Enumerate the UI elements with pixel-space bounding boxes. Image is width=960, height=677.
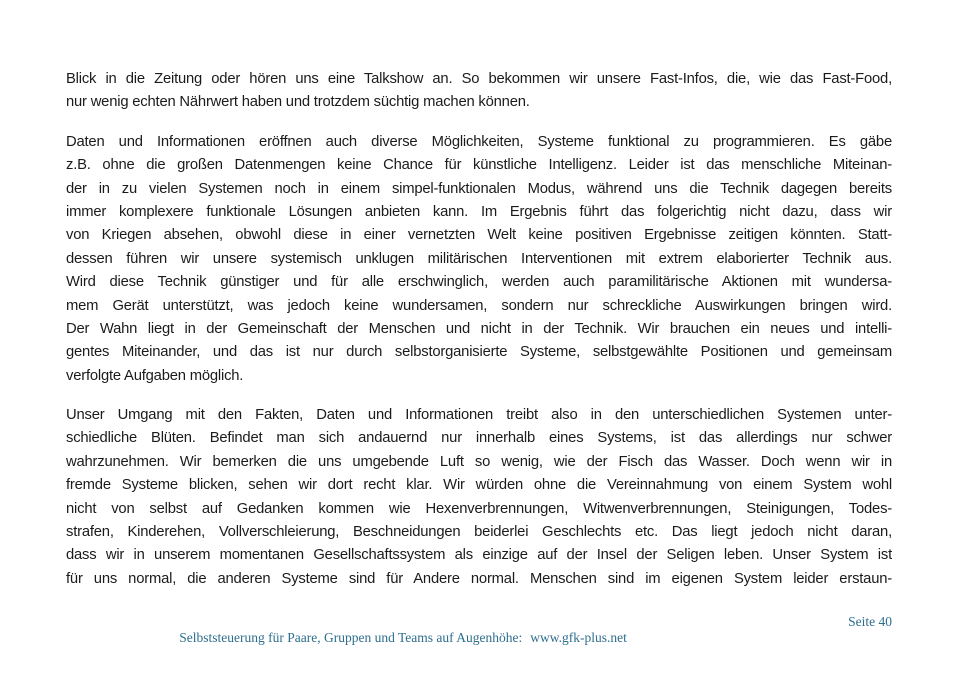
text-line: nicht von selbst auf Gedanken kommen wie Hexenverbrennungen, Witwenverbrennungen, Steinigungen, Todes- [66,500,892,517]
text-line: wahrzunehmen. Wir bemerken die uns umgebende Luft so wenig, wie der Fisch das Wasser. Doch wenn wir in [66,453,892,470]
text-line: Der Wahn liegt in der Gemeinschaft der Menschen und nicht in der Technik. Wir brauchen ein neues und intelli- [66,320,892,337]
text-line: immer komplexere funktionale Lösungen anbieten kann. Im Ergebnis führt das folgerichtig nicht dazu, dass wir [66,203,892,220]
text-line: strafen, Kinderehen, Vollverschleierung, Beschneidungen beiderlei Geschlechts etc. Das liegt jedoch nicht daran, [66,524,892,541]
text-line: nur wenig echten Nährwert haben und trotzdem süchtig machen können. [66,94,530,111]
text-line: verfolgte Aufgaben möglich. [66,367,244,384]
text-line: schiedliche Blüten. Befindet man sich andauernd nur innerhalb eines Systems, ist das allerdings nur schwer [66,430,892,447]
text-line: für uns normal, die anderen Systeme sind für Andere normal. Menschen sind im eigenen System leider erstaun- [66,570,892,587]
text-line: Daten und Informationen eröffnen auch diverse Möglichkeiten, Systeme funktional zu programmieren. Es gäbe [66,133,892,150]
text-line: Unser Umgang mit den Fakten, Daten und Informationen treibt also in den unterschiedlichen Systemen unter- [66,407,892,424]
text-line: mem Gerät unterstützt, was jedoch keine wundersamen, sondern nur schreckliche Auswirkungen bringen wird. [66,297,892,314]
body-paragraph [66,131,892,388]
text-line: dass wir in unserem momentanen Gesellschaftssystem als einzige auf der Insel der Seligen leben. Unser System ist [66,547,892,564]
page-body-text [66,68,892,607]
footer-title-text: Selbststeuerung für Paare, Gruppen und Teams auf Augenhöhe: [179,630,523,645]
text-line: der in zu vielen Systemen noch in einem simpel-funktionalen Modus, während uns die Technik dagegen bereits [66,180,892,197]
text-line: Blick in die Zeitung oder hören uns eine Talkshow an. So bekommen wir unsere Fast-Infos, die, wie das Fast-Food, [66,71,892,87]
text-line: von Kriegen absehen, obwohl diese in einer vernetzten Welt keine positiven Ergebnisse zeitigen könnten. Statt- [66,227,892,244]
footer-book-title [159,614,627,662]
body-paragraph [66,68,892,115]
text-line: Wird diese Technik günstiger und für alle erschwinglich, werden auch paramilitärische Aktionen mit wundersa- [66,274,892,291]
page-number: Seite 40 [848,614,892,629]
text-line: dessen führen wir unsere systemisch unklugen militärischen Interventionen mit extrem elaborierter Technik aus. [66,250,892,267]
body-paragraph [66,404,892,591]
text-line: z.B. ohne die großen Datenmengen keine Chance für künstliche Intelligenz. Leider ist das menschliche Miteinan- [66,157,892,174]
text-line: gentes Miteinander, und das ist nur durch selbstorganisierte Systeme, selbstgewählte Positionen und gemeinsam [66,344,892,361]
page-footer [66,614,892,662]
text-line: fremde Systeme blicken, sehen wir dort recht klar. Wir würden ohne die Vereinnahmung von einem System wohl [66,477,892,494]
footer-website-url: www.gfk-plus.net [530,630,627,645]
